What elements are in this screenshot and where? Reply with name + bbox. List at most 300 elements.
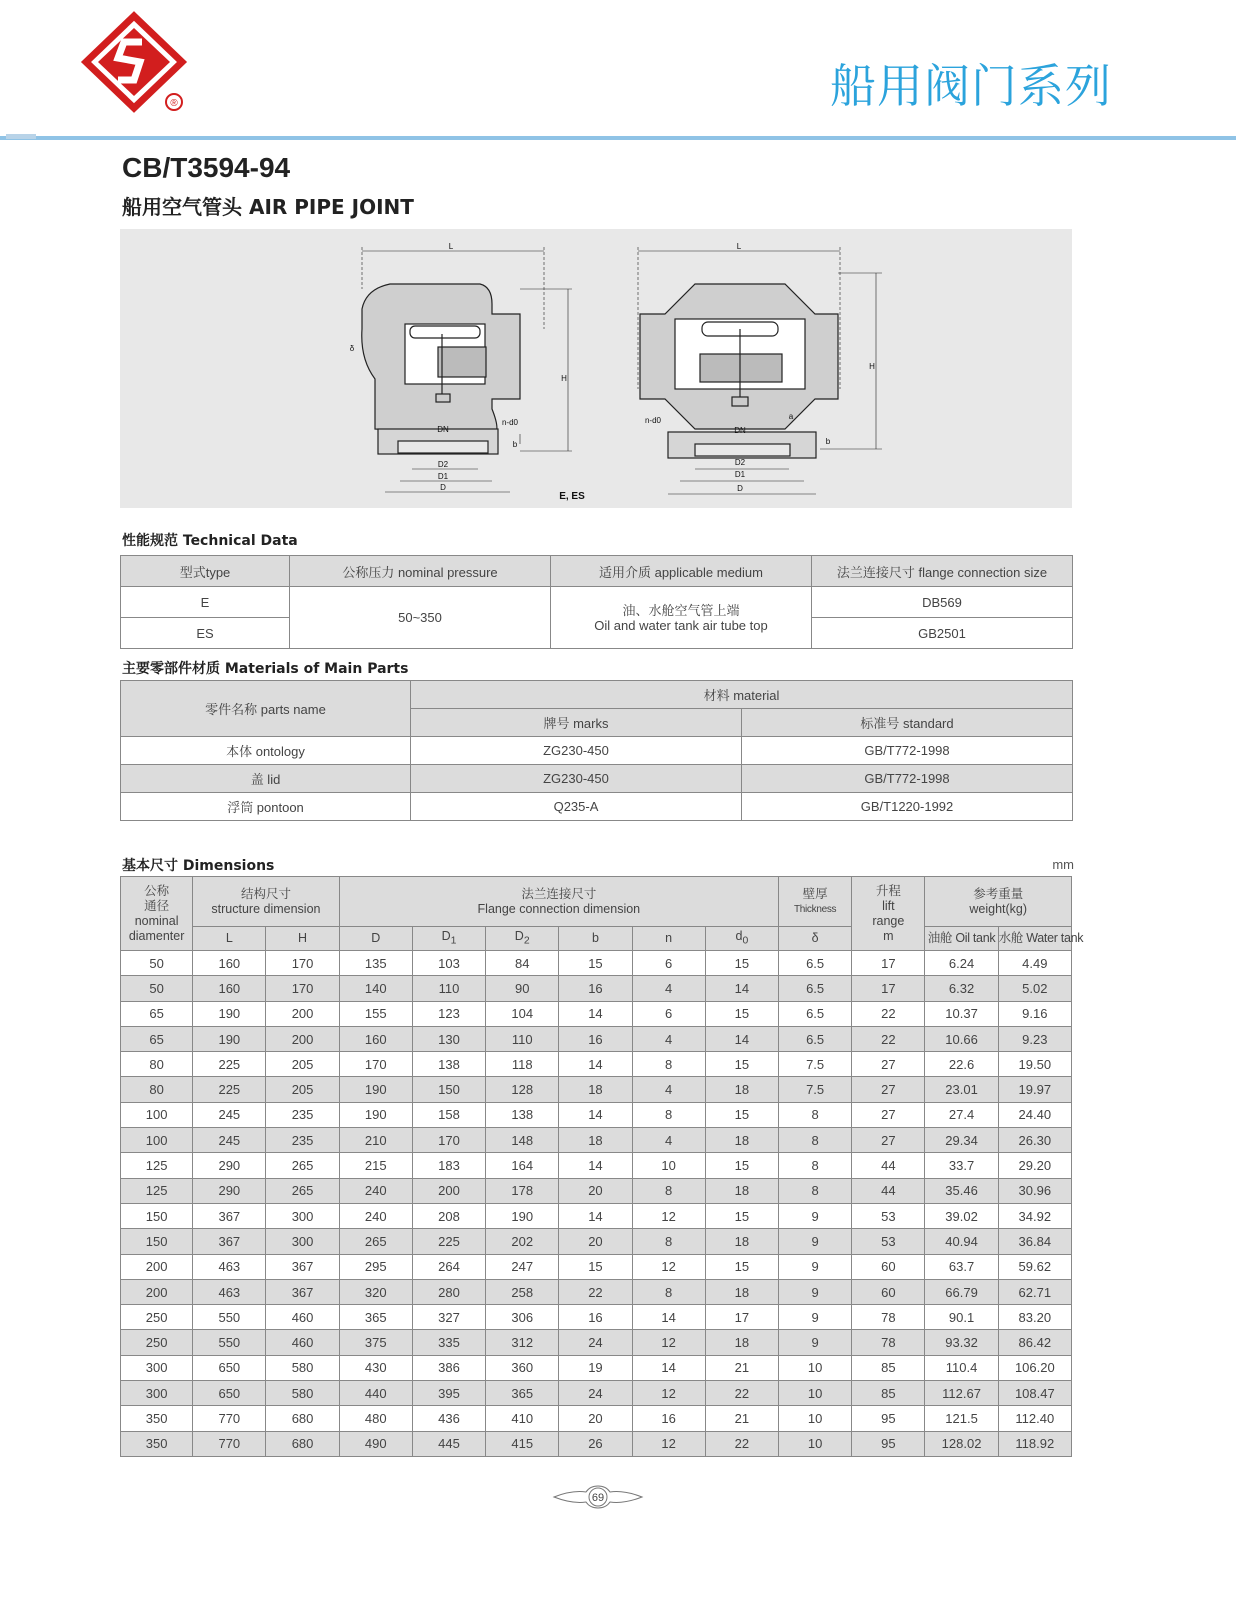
d1-cell: 208 [412, 1203, 485, 1228]
water-weight-cell: 26.30 [998, 1128, 1071, 1153]
d1-cell: 123 [412, 1001, 485, 1026]
dn-cell: 100 [121, 1128, 193, 1153]
th-structure [193, 877, 339, 927]
b-cell: 26 [559, 1431, 632, 1456]
oil-weight-cell: 6.32 [925, 976, 998, 1001]
b-cell: 16 [559, 1305, 632, 1330]
technical-data-title: 性能规范 Technical Data [122, 533, 298, 549]
label-h-right: H [869, 362, 875, 371]
lift-cell: 78 [852, 1330, 925, 1355]
table-row [121, 1431, 1072, 1456]
product-name: 船用空气管头 AIR PIPE JOINT [122, 195, 414, 219]
label-b-left: b [512, 440, 518, 449]
h-cell: 170 [266, 951, 339, 976]
table-row [121, 1128, 1072, 1153]
table-row [121, 1026, 1072, 1051]
water-weight-cell: 59.62 [998, 1254, 1071, 1279]
type-cell: ES [121, 618, 290, 649]
d0-cell: 17 [705, 1305, 778, 1330]
oil-weight-cell: 22.6 [925, 1052, 998, 1077]
water-weight-cell: 4.49 [998, 951, 1071, 976]
drawing-view-es [638, 247, 882, 494]
d1-cell: 183 [412, 1153, 485, 1178]
th-d1-base: D [441, 928, 451, 943]
d-cell: 240 [339, 1203, 412, 1228]
dn-cell: 50 [121, 951, 193, 976]
label-nd-right: n-d0 [644, 416, 662, 425]
thickness-cell: 9 [779, 1279, 852, 1304]
table-row [121, 1203, 1072, 1228]
water-weight-cell: 9.16 [998, 1001, 1071, 1026]
h-cell: 680 [266, 1431, 339, 1456]
b-cell: 20 [559, 1406, 632, 1431]
b-cell: 18 [559, 1128, 632, 1153]
label-b-right: b [825, 437, 831, 446]
table-row [121, 1406, 1072, 1431]
th-d2 [486, 927, 559, 951]
table-row [121, 793, 1073, 821]
table-row [121, 1052, 1072, 1077]
dn-cell: 150 [121, 1229, 193, 1254]
thickness-cell: 10 [779, 1406, 852, 1431]
table-row [121, 1178, 1072, 1203]
h-cell: 367 [266, 1254, 339, 1279]
label-l-right: L [736, 242, 742, 251]
n-cell: 6 [632, 1001, 705, 1026]
d2-cell: 365 [486, 1381, 559, 1406]
dn-cell: 65 [121, 1001, 193, 1026]
l-cell: 290 [193, 1178, 266, 1203]
l-cell: 770 [193, 1431, 266, 1456]
oil-weight-cell: 29.34 [925, 1128, 998, 1153]
d-cell: 295 [339, 1254, 412, 1279]
oil-weight-cell: 35.46 [925, 1178, 998, 1203]
th-nominal-l1: 公称 [144, 883, 170, 898]
dimensions-title: 基本尺寸 Dimensions [122, 858, 275, 874]
l-cell: 550 [193, 1330, 266, 1355]
d2-cell: 90 [486, 976, 559, 1001]
thickness-cell: 10 [779, 1431, 852, 1456]
th-lift [852, 877, 925, 951]
dn-cell: 100 [121, 1102, 193, 1127]
d1-cell: 170 [412, 1128, 485, 1153]
oil-weight-cell: 63.7 [925, 1254, 998, 1279]
l-cell: 160 [193, 976, 266, 1001]
lift-cell: 95 [852, 1406, 925, 1431]
d0-cell: 21 [705, 1355, 778, 1380]
standard-code: CB/T3594-94 [122, 152, 291, 183]
label-l-left: L [448, 242, 454, 251]
d0-cell: 22 [705, 1381, 778, 1406]
l-cell: 463 [193, 1254, 266, 1279]
d1-cell: 264 [412, 1254, 485, 1279]
th-flange-cn: 法兰连接尺寸 [521, 886, 597, 901]
b-cell: 24 [559, 1381, 632, 1406]
part-cell: 浮筒 pontoon [121, 793, 411, 821]
l-cell: 245 [193, 1102, 266, 1127]
b-cell: 14 [559, 1102, 632, 1127]
label-dn-right: DN [734, 426, 746, 435]
th-oil: 油舱 Oil tank [925, 927, 998, 951]
th-weight-cn: 参考重量 [973, 886, 1024, 901]
oil-weight-cell: 121.5 [925, 1406, 998, 1431]
d0-cell: 15 [705, 1052, 778, 1077]
n-cell: 10 [632, 1153, 705, 1178]
th-structure-en: structure dimension [211, 901, 321, 916]
d-cell: 440 [339, 1381, 412, 1406]
n-cell: 4 [632, 1026, 705, 1051]
th-d2-base: D [514, 928, 524, 943]
d1-cell: 103 [412, 951, 485, 976]
l-cell: 225 [193, 1077, 266, 1102]
water-weight-cell: 86.42 [998, 1330, 1071, 1355]
standard-cell: GB/T772-1998 [742, 737, 1073, 765]
lift-cell: 27 [852, 1077, 925, 1102]
pressure-cell: 50~350 [290, 587, 551, 649]
d-cell: 215 [339, 1153, 412, 1178]
d2-cell: 202 [486, 1229, 559, 1254]
water-weight-cell: 29.20 [998, 1153, 1071, 1178]
n-cell: 8 [632, 1052, 705, 1077]
dn-cell: 125 [121, 1178, 193, 1203]
th-h: H [266, 927, 339, 951]
water-weight-cell: 9.23 [998, 1026, 1071, 1051]
table-row [121, 1330, 1072, 1355]
th-nominal [121, 877, 193, 951]
valve-drawing [120, 229, 1072, 508]
dn-cell: 250 [121, 1305, 193, 1330]
dn-cell: 150 [121, 1203, 193, 1228]
h-cell: 265 [266, 1178, 339, 1203]
n-cell: 14 [632, 1355, 705, 1380]
d0-cell: 22 [705, 1431, 778, 1456]
water-weight-cell: 106.20 [998, 1355, 1071, 1380]
d2-cell: 415 [486, 1431, 559, 1456]
dn-cell: 80 [121, 1052, 193, 1077]
n-cell: 6 [632, 951, 705, 976]
lift-cell: 60 [852, 1279, 925, 1304]
d-cell: 190 [339, 1077, 412, 1102]
th-lift-l1: 升程 [875, 883, 901, 898]
d2-cell: 138 [486, 1102, 559, 1127]
label-d-right: D [737, 484, 743, 493]
oil-weight-cell: 10.37 [925, 1001, 998, 1026]
materials-table [120, 680, 1073, 821]
d0-cell: 18 [705, 1128, 778, 1153]
d2-cell: 110 [486, 1026, 559, 1051]
d1-cell: 150 [412, 1077, 485, 1102]
oil-weight-cell: 10.66 [925, 1026, 998, 1051]
drawing-view-e [362, 247, 572, 492]
n-cell: 12 [632, 1381, 705, 1406]
thickness-cell: 7.5 [779, 1077, 852, 1102]
mark-cell: ZG230-450 [411, 765, 742, 793]
h-cell: 460 [266, 1330, 339, 1355]
dimensions-table [120, 876, 1084, 1457]
lift-cell: 53 [852, 1203, 925, 1228]
d2-cell: 118 [486, 1052, 559, 1077]
d-cell: 265 [339, 1229, 412, 1254]
label-d2-left: D2 [437, 460, 449, 469]
th-d2-sub: 2 [523, 935, 530, 947]
d2-cell: 178 [486, 1178, 559, 1203]
th-weight [925, 877, 1072, 927]
water-weight-cell: 108.47 [998, 1381, 1071, 1406]
l-cell: 290 [193, 1153, 266, 1178]
label-d-left: D [440, 483, 446, 492]
table-row [121, 1381, 1072, 1406]
dn-cell: 350 [121, 1431, 193, 1456]
water-weight-cell: 36.84 [998, 1229, 1071, 1254]
th-standard: 标准号 standard [742, 709, 1073, 737]
logo-registered-mark: ® [170, 98, 178, 109]
label-d1-left: D1 [437, 472, 449, 481]
table-row [121, 737, 1073, 765]
d1-cell: 280 [412, 1279, 485, 1304]
d2-cell: 258 [486, 1279, 559, 1304]
oil-weight-cell: 128.02 [925, 1431, 998, 1456]
b-cell: 20 [559, 1178, 632, 1203]
h-cell: 580 [266, 1381, 339, 1406]
d2-cell: 312 [486, 1330, 559, 1355]
d-cell: 480 [339, 1406, 412, 1431]
th-type: 型式type [121, 556, 290, 587]
lift-cell: 27 [852, 1128, 925, 1153]
water-weight-cell: 30.96 [998, 1178, 1071, 1203]
l-cell: 650 [193, 1355, 266, 1380]
d-cell: 155 [339, 1001, 412, 1026]
th-nominal-l2: 通径 [144, 898, 170, 913]
th-d1 [412, 927, 485, 951]
h-cell: 680 [266, 1406, 339, 1431]
oil-weight-cell: 40.94 [925, 1229, 998, 1254]
n-cell: 4 [632, 1128, 705, 1153]
n-cell: 4 [632, 1077, 705, 1102]
dn-cell: 200 [121, 1279, 193, 1304]
th-lift-l3: range [872, 913, 905, 928]
d1-cell: 445 [412, 1431, 485, 1456]
table-row [121, 1001, 1072, 1026]
d2-cell: 306 [486, 1305, 559, 1330]
d0-cell: 18 [705, 1077, 778, 1102]
company-logo [82, 14, 192, 114]
lift-cell: 78 [852, 1305, 925, 1330]
th-d0-sub: 0 [742, 935, 749, 947]
oil-weight-cell: 110.4 [925, 1355, 998, 1380]
label-a-right: a [788, 412, 794, 421]
th-thickness [779, 877, 852, 927]
mark-cell: ZG230-450 [411, 737, 742, 765]
th-marks: 牌号 marks [411, 709, 742, 737]
th-lift-l4: m [883, 928, 894, 943]
b-cell: 16 [559, 1026, 632, 1051]
thickness-cell: 9 [779, 1254, 852, 1279]
lift-cell: 17 [852, 951, 925, 976]
dn-cell: 250 [121, 1330, 193, 1355]
d-cell: 490 [339, 1431, 412, 1456]
d-cell: 160 [339, 1026, 412, 1051]
l-cell: 367 [193, 1203, 266, 1228]
n-cell: 8 [632, 1102, 705, 1127]
lift-cell: 44 [852, 1178, 925, 1203]
b-cell: 19 [559, 1355, 632, 1380]
label-h-left: H [561, 374, 567, 383]
th-material: 材料 material [411, 681, 1073, 709]
d0-cell: 18 [705, 1229, 778, 1254]
d-cell: 140 [339, 976, 412, 1001]
h-cell: 460 [266, 1305, 339, 1330]
h-cell: 235 [266, 1128, 339, 1153]
label-d2-right: D2 [734, 458, 746, 467]
d1-cell: 386 [412, 1355, 485, 1380]
water-weight-cell: 19.50 [998, 1052, 1071, 1077]
d0-cell: 18 [705, 1330, 778, 1355]
d2-cell: 190 [486, 1203, 559, 1228]
technical-data-table [120, 555, 1073, 649]
table-row [121, 1077, 1072, 1102]
b-cell: 24 [559, 1330, 632, 1355]
mark-cell: Q235-A [411, 793, 742, 821]
table-row [121, 1102, 1072, 1127]
lift-cell: 22 [852, 1026, 925, 1051]
th-d1-sub: 1 [450, 935, 457, 947]
oil-weight-cell: 90.1 [925, 1305, 998, 1330]
b-cell: 14 [559, 1203, 632, 1228]
table-row [121, 1229, 1072, 1254]
th-flange-en: Flange connection dimension [477, 901, 641, 916]
th-nominal-l3: nominal [134, 913, 179, 928]
lift-cell: 22 [852, 1001, 925, 1026]
h-cell: 300 [266, 1229, 339, 1254]
h-cell: 200 [266, 1001, 339, 1026]
lift-cell: 53 [852, 1229, 925, 1254]
water-weight-cell: 24.40 [998, 1102, 1071, 1127]
type-cell: E [121, 587, 290, 618]
d1-cell: 395 [412, 1381, 485, 1406]
d-cell: 375 [339, 1330, 412, 1355]
flange-cell: GB2501 [812, 618, 1073, 649]
water-weight-cell: 5.02 [998, 976, 1071, 1001]
n-cell: 16 [632, 1406, 705, 1431]
oil-weight-cell: 23.01 [925, 1077, 998, 1102]
standard-cell: GB/T772-1998 [742, 765, 1073, 793]
standard-cell: GB/T1220-1992 [742, 793, 1073, 821]
th-water: 水舱 Water tank [998, 927, 1071, 951]
b-cell: 14 [559, 1001, 632, 1026]
n-cell: 12 [632, 1203, 705, 1228]
h-cell: 265 [266, 1153, 339, 1178]
oil-weight-cell: 66.79 [925, 1279, 998, 1304]
th-l: L [193, 927, 266, 951]
lift-cell: 27 [852, 1102, 925, 1127]
n-cell: 8 [632, 1178, 705, 1203]
medium-cell [551, 587, 812, 649]
d0-cell: 15 [705, 1153, 778, 1178]
thickness-cell: 7.5 [779, 1052, 852, 1077]
d2-cell: 104 [486, 1001, 559, 1026]
thickness-cell: 8 [779, 1178, 852, 1203]
thickness-cell: 9 [779, 1229, 852, 1254]
h-cell: 205 [266, 1052, 339, 1077]
label-d1-right: D1 [734, 470, 746, 479]
l-cell: 245 [193, 1128, 266, 1153]
label-dn-left: DN [437, 425, 449, 434]
dn-cell: 125 [121, 1153, 193, 1178]
water-weight-cell: 112.40 [998, 1406, 1071, 1431]
page-number: 69 [591, 1492, 605, 1504]
b-cell: 22 [559, 1279, 632, 1304]
d2-cell: 410 [486, 1406, 559, 1431]
th-lift-l2: lift [882, 898, 895, 913]
oil-weight-cell: 27.4 [925, 1102, 998, 1127]
thickness-cell: 6.5 [779, 951, 852, 976]
page-number-badge [552, 1484, 644, 1510]
unit-label: mm [1052, 857, 1074, 872]
lift-cell: 44 [852, 1153, 925, 1178]
thickness-cell: 9 [779, 1203, 852, 1228]
thickness-cell: 6.5 [779, 1001, 852, 1026]
h-cell: 300 [266, 1203, 339, 1228]
dn-cell: 200 [121, 1254, 193, 1279]
l-cell: 190 [193, 1026, 266, 1051]
n-cell: 8 [632, 1229, 705, 1254]
water-weight-cell: 34.92 [998, 1203, 1071, 1228]
table-row [121, 1279, 1072, 1304]
th-delta: δ [779, 927, 852, 951]
lift-cell: 60 [852, 1254, 925, 1279]
materials-title: 主要零部件材质 Materials of Main Parts [122, 661, 409, 677]
d2-cell: 247 [486, 1254, 559, 1279]
water-weight-cell: 118.92 [998, 1431, 1071, 1456]
th-part-name: 零件名称 parts name [121, 681, 411, 737]
h-cell: 235 [266, 1102, 339, 1127]
l-cell: 367 [193, 1229, 266, 1254]
d1-cell: 225 [412, 1229, 485, 1254]
drawing-type-label: E, ES [559, 491, 585, 502]
water-weight-cell: 62.71 [998, 1279, 1071, 1304]
d-cell: 320 [339, 1279, 412, 1304]
d0-cell: 15 [705, 951, 778, 976]
n-cell: 12 [632, 1330, 705, 1355]
thickness-cell: 8 [779, 1153, 852, 1178]
d0-cell: 14 [705, 1026, 778, 1051]
d0-cell: 15 [705, 1102, 778, 1127]
d0-cell: 18 [705, 1178, 778, 1203]
th-flange-dim [339, 877, 778, 927]
d0-cell: 14 [705, 976, 778, 1001]
l-cell: 463 [193, 1279, 266, 1304]
series-title: 船用阀门系列 [830, 59, 1112, 113]
b-cell: 14 [559, 1052, 632, 1077]
thickness-cell: 9 [779, 1305, 852, 1330]
header-rule [0, 136, 1236, 140]
l-cell: 770 [193, 1406, 266, 1431]
table-row [121, 976, 1072, 1001]
d2-cell: 148 [486, 1128, 559, 1153]
lift-cell: 95 [852, 1431, 925, 1456]
d1-cell: 130 [412, 1026, 485, 1051]
table-row [121, 1305, 1072, 1330]
b-cell: 18 [559, 1077, 632, 1102]
dn-cell: 350 [121, 1406, 193, 1431]
label-nd-left: n-d0 [501, 418, 519, 427]
oil-weight-cell: 6.24 [925, 951, 998, 976]
b-cell: 16 [559, 976, 632, 1001]
table-row [121, 765, 1073, 793]
d2-cell: 164 [486, 1153, 559, 1178]
water-weight-cell: 19.97 [998, 1077, 1071, 1102]
d2-cell: 360 [486, 1355, 559, 1380]
